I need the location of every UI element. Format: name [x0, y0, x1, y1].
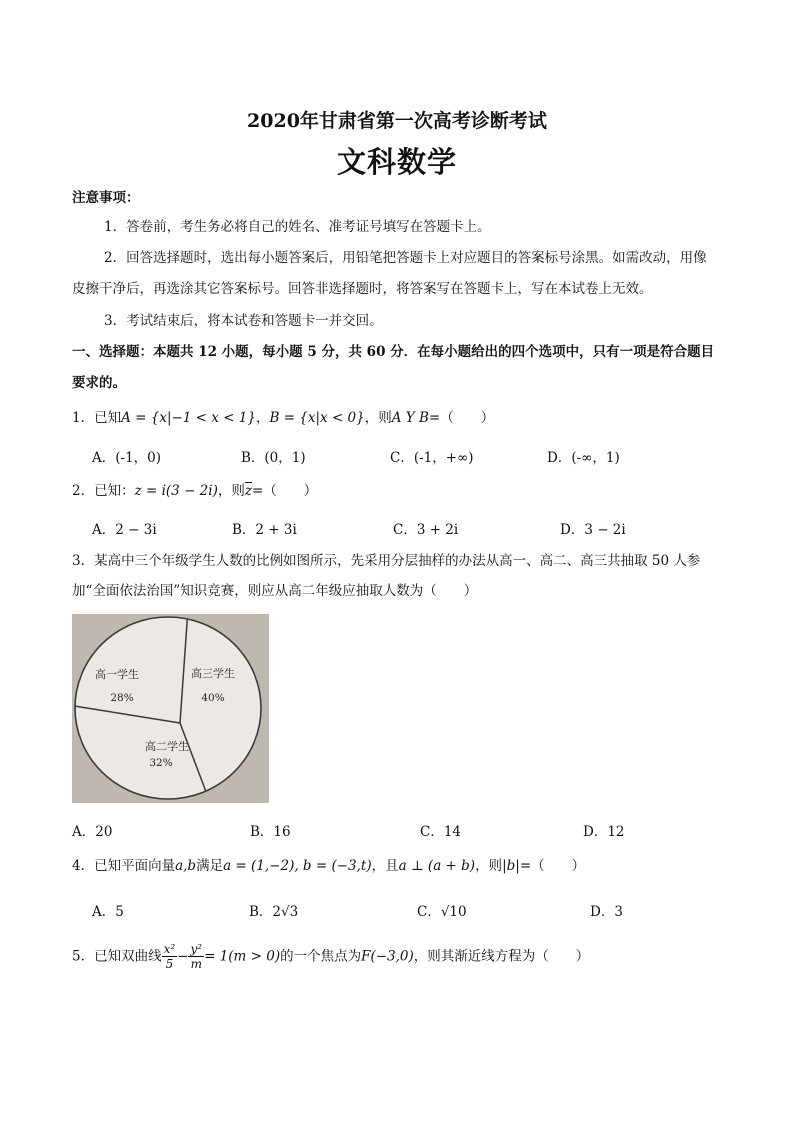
pie-value-grade1: 28%	[110, 692, 134, 704]
q4-cond: a = (1,−2), b = (−3,t)	[223, 858, 372, 874]
q5-mid: 的一个焦点为	[280, 948, 362, 965]
question-3-line1: 3．某高中三个年级学生人数的比例如图所示，先采用分层抽样的办法从高一、高二、高三共抽取 50 人参	[72, 553, 701, 569]
q5-eq: = 1(m > 0)	[204, 948, 281, 965]
q5-fraction-y	[188, 942, 204, 971]
question-2	[72, 481, 317, 501]
q5-suffix: ，则其渐近线方程为（ ）	[413, 948, 590, 965]
subject-title: 文科数学	[336, 145, 457, 179]
q4-suffix: =（ ）	[519, 858, 586, 874]
q3-option-c: C．14	[420, 824, 462, 840]
q1-prefix: 1．已知	[72, 410, 122, 426]
q2-option-b: B．2 + 3i	[232, 522, 297, 538]
q4-perp: a ⊥ (a + b)	[398, 858, 476, 874]
pie-outline	[75, 617, 261, 799]
q2-option-a: A．2 − 3i	[92, 522, 157, 538]
q2-option-c: C．3 + 2i	[393, 522, 459, 538]
notice-item-2-line2: 皮擦干净后，再选涂其它答案标号。回答非选择题时，将答案写在答题卡上，写在本试卷上无效。	[72, 281, 653, 297]
q1-option-d: D．(-∞，1)	[547, 450, 620, 466]
exam-title: 2020年甘肃省第一次高考诊断考试	[247, 110, 547, 132]
q5-den-x: 5	[165, 957, 174, 971]
q4-option-a: A．5	[92, 904, 124, 920]
q3-option-d: D．12	[583, 824, 625, 840]
q1-set-b: B = {x|x < 0}	[269, 410, 365, 426]
q4-mid2: ，且	[371, 858, 399, 874]
question-3-line2: 加“全面依法治国”知识竞赛，则应从高二年级应抽取人数为（ ）	[72, 583, 478, 599]
q1-set-a: A = {x|−1 < x < 1}	[121, 410, 256, 426]
q4-prefix: 4．已知平面向量	[72, 858, 176, 874]
notice-item-1: 1．答卷前，考生务必将自己的姓名、准考证号填写在答题卡上。	[104, 219, 491, 235]
q4-option-b: B．2√3	[249, 904, 299, 920]
pie-value-grade2: 32%	[149, 757, 173, 769]
q2-suffix: =（ ）	[251, 483, 318, 499]
question-1	[72, 408, 494, 428]
q1-option-a: A．(-1，0)	[92, 450, 162, 466]
q1-expr: A Y B	[391, 410, 429, 426]
q1-suffix: =（ ）	[428, 410, 495, 426]
pie-label-grade1: 高一学生	[95, 668, 139, 681]
q2-option-d: D．3 − 2i	[560, 522, 626, 538]
notice-item-2-line1: 2．回答选择题时，选出每小题答案后，用铅笔把答题卡上对应题目的答案标号涂黑。如需改动，用像	[104, 250, 707, 266]
notice-item-3: 3．考试结束后，将本试卷和答题卡一并交回。	[104, 313, 383, 329]
q5-num-y: y²	[190, 942, 203, 956]
q3-option-a: A．20	[72, 824, 113, 840]
q1-mid: ，则	[364, 410, 392, 426]
notice-heading: 注意事项：	[72, 190, 140, 206]
q5-fraction-x	[162, 942, 178, 971]
pie-chart	[72, 614, 269, 803]
q1-sep: ，	[255, 410, 270, 426]
section1-heading-line1: 一、选择题：本题共 12 小题，每小题 5 分，共 60 分．在每小题给出的四个选项中，只有一项是符合题目	[72, 344, 715, 360]
q2-mid: ，则	[217, 483, 245, 499]
q4-option-c: C．√10	[417, 904, 467, 920]
q4-option-d: D．3	[590, 904, 623, 920]
q5-focus: F(−3,0)	[361, 948, 414, 965]
q4-mid1: 满足	[196, 858, 224, 874]
q5-num-x: x²	[163, 942, 176, 956]
section1-heading-line2: 要求的。	[72, 375, 126, 391]
q4-mid3: ，则	[475, 858, 503, 874]
q5-minus: −	[177, 948, 189, 965]
q4-vecs: a,b	[175, 858, 197, 874]
q5-den-y: m	[190, 957, 202, 971]
q1-option-c: C．(-1，+∞)	[390, 450, 474, 466]
question-4	[72, 856, 585, 876]
q5-prefix: 5．已知双曲线	[72, 948, 162, 965]
pie-label-grade2: 高二学生	[145, 740, 189, 753]
q2-zbar: $\overline{z}$	[244, 483, 252, 499]
pie-value-grade3: 40%	[201, 692, 225, 704]
pie-chart-photo	[72, 614, 269, 803]
q1-option-b: B．(0，1)	[241, 450, 306, 466]
q3-option-b: B．16	[250, 824, 291, 840]
q4-abs: |b|	[502, 858, 520, 874]
q2-expr: z = i(3 − 2i)	[134, 483, 218, 499]
q2-prefix: 2．已知：	[72, 483, 135, 499]
question-5	[72, 942, 589, 971]
pie-label-grade3: 高三学生	[191, 667, 235, 680]
